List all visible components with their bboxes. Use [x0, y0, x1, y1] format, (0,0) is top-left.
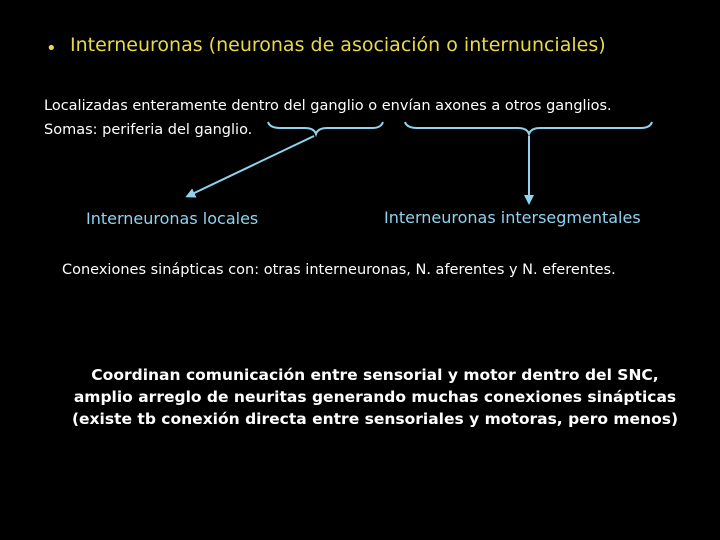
- slide-title: Interneuronas (neuronas de asociación o internunciales): [70, 34, 606, 56]
- summary-line: amplio arreglo de neuritas generando muchas conexiones sinápticas: [73, 388, 677, 406]
- connections-text: Conexiones sinápticas con: otras interneuronas, N. aferentes y N. eferentes.: [62, 262, 616, 278]
- label-interneuronas-locales: Interneuronas locales: [86, 209, 259, 228]
- label-interneuronas-intersegmentales: Interneuronas intersegmentales: [384, 208, 641, 227]
- brace-left: [268, 122, 383, 134]
- brace-right: [405, 122, 652, 134]
- summary-line: Coordinan comunicación entre sensorial y motor dentro del SNC,: [91, 366, 659, 384]
- title-bullet: •: [46, 38, 57, 59]
- arrow-to-locales: [188, 136, 314, 196]
- summary-line: (existe tb conexión directa entre sensoriales y motoras, pero menos): [71, 410, 679, 428]
- somas-text: Somas: periferia del ganglio.: [44, 122, 253, 138]
- summary-block: [40, 364, 710, 430]
- location-text: Localizadas enteramente dentro del ganglio o envían axones a otros ganglios.: [44, 98, 612, 114]
